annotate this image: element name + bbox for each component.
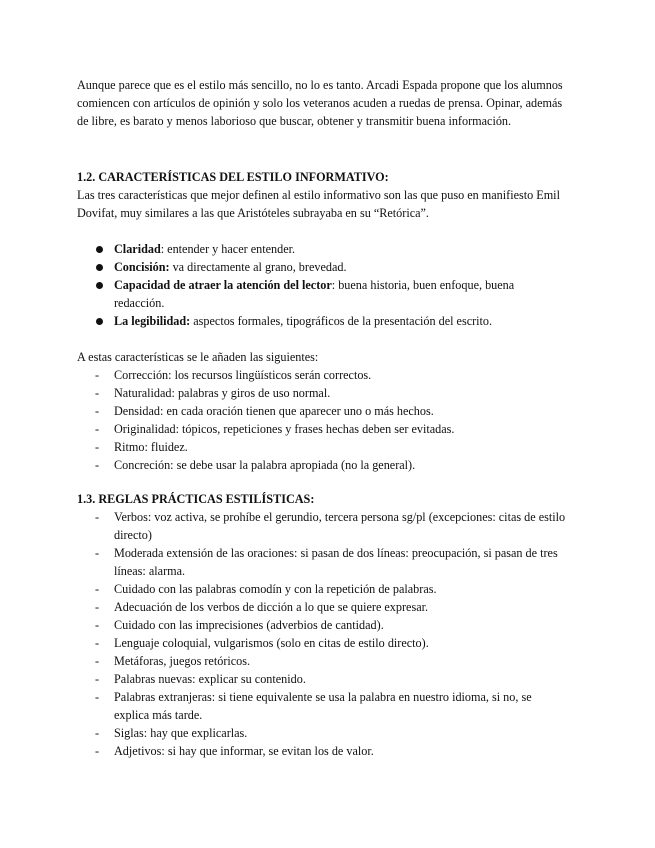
bullet-item: Capacidad de atraer la atención del lector: buena historia, buen enfoque, buena redacción. bbox=[77, 276, 567, 312]
bullet-icon bbox=[96, 318, 103, 325]
document-body bbox=[77, 76, 567, 760]
list-item: - Corrección: los recursos lingüísticos serán correctos. bbox=[95, 368, 372, 382]
list-item: - Ritmo: fluidez. bbox=[95, 440, 188, 454]
caracteristicas-paragraph: Las tres características que mejor definen al estilo informativo son las que puso en manifiesto Emil Dovifat, muy similares a las que Aristóteles subrayaba en su “Retórica”. bbox=[77, 188, 560, 220]
bullet-icon bbox=[96, 282, 103, 289]
intro-paragraph: Aunque parece que es el estilo más sencillo, no lo es tanto. Arcadi Espada propone que los alumnos comiencen con artículos de opinión y solo los veteranos acuden a ruedas de prensa. Opinar, además de libre, es barato y menos laborioso que buscar, obtener y transmitir buena información. bbox=[77, 78, 563, 128]
bullet-item: La legibilidad: aspectos formales, tipográficos de la presentación del escrito. bbox=[77, 312, 567, 330]
list-item: - Lenguaje coloquial, vulgarismos (solo en citas de estilo directo). bbox=[95, 636, 429, 650]
list-item: - Concreción: se debe usar la palabra apropiada (no la general). bbox=[95, 458, 416, 472]
list-item: - Naturalidad: palabras y giros de uso normal. bbox=[95, 386, 331, 400]
list-item: - Palabras extranjeras: si tiene equivalente se usa la palabra en nuestro idioma, si no, se explica más tarde. bbox=[95, 690, 532, 722]
list-item: - Moderada extensión de las oraciones: si pasan de dos líneas: preocupación, si pasan de tres líneas: alarma. bbox=[95, 546, 558, 578]
extra-characteristics-list bbox=[77, 366, 567, 474]
list-item: - Metáforas, juegos retóricos. bbox=[95, 654, 251, 668]
list-item: - Siglas: hay que explicarlas. bbox=[95, 726, 248, 740]
section-heading-reglas: 1.3. REGLAS PRÁCTICAS ESTILÍSTICAS: bbox=[77, 492, 315, 506]
list-item: - Verbos: voz activa, se prohíbe el gerundio, tercera persona sg/pl (excepciones: citas de estilo directo) bbox=[95, 510, 566, 542]
caracteristicas-bullet-list bbox=[77, 240, 567, 330]
bullet-icon bbox=[96, 246, 103, 253]
list-item: - Cuidado con las imprecisiones (adverbios de cantidad). bbox=[95, 618, 384, 632]
list-item: - Adjetivos: si hay que informar, se evitan los de valor. bbox=[95, 744, 374, 758]
list-item: - Originalidad: tópicos, repeticiones y frases hechas deben ser evitadas. bbox=[95, 422, 455, 436]
list-item: - Adecuación de los verbos de dicción a lo que se quiere expresar. bbox=[95, 600, 429, 614]
reglas-list bbox=[77, 508, 567, 760]
list-item: - Cuidado con las palabras comodín y con la repetición de palabras. bbox=[95, 582, 437, 596]
list-item: - Densidad: en cada oración tienen que aparecer uno o más hechos. bbox=[95, 404, 434, 418]
bullet-item: Concisión: va directamente al grano, brevedad. bbox=[77, 258, 567, 276]
section-heading-caracteristicas: 1.2. CARACTERÍSTICAS DEL ESTILO INFORMATIVO: bbox=[77, 170, 389, 184]
bullet-item: Claridad: entender y hacer entender. bbox=[77, 240, 567, 258]
bullet-icon bbox=[96, 264, 103, 271]
extra-characteristics-intro: A estas características se le añaden las siguientes: bbox=[77, 350, 319, 364]
list-item: - Palabras nuevas: explicar su contenido. bbox=[95, 672, 306, 686]
